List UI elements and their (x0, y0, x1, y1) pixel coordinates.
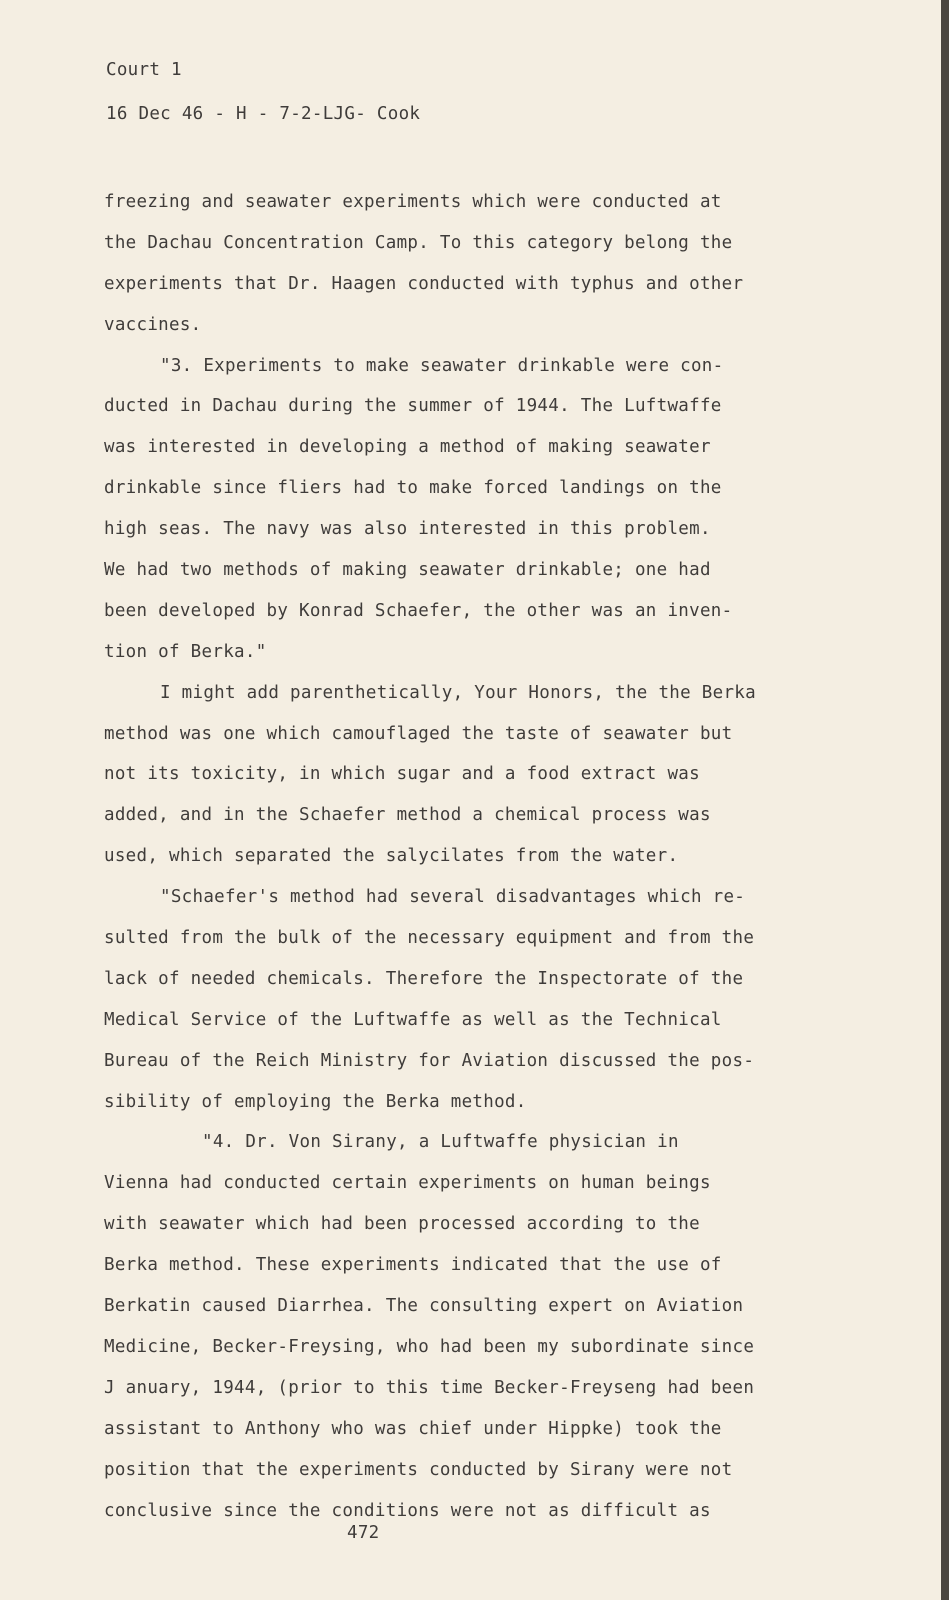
transcript-line: high seas. The navy was also interested in this problem. (104, 519, 711, 540)
transcript-line: conclusive since the conditions were not as difficult as (104, 1500, 711, 1521)
transcript-line: J anuary, 1944, (prior to this time Becker-Freyseng had been (104, 1377, 755, 1398)
transcript-line: ducted in Dachau during the summer of 1944. The Luftwaffe (104, 396, 722, 417)
transcript-line: lack of needed chemicals. Therefore the Inspectorate of the (104, 968, 744, 989)
transcript-line: Medicine, Becker-Freysing, who had been my subordinate since (104, 1336, 755, 1357)
transcript-body (104, 182, 834, 1531)
transcript-line: experiments that Dr. Haagen conducted with typhus and other (104, 273, 744, 294)
transcript-line: tion of Berka." (104, 641, 267, 662)
transcript-line: Bureau of the Reich Ministry for Aviation discussed the pos- (104, 1050, 755, 1071)
transcript-line: We had two methods of making seawater drinkable; one had (104, 560, 711, 581)
page-number: 472 (347, 1523, 380, 1543)
transcript-line: was interested in developing a method of making seawater (104, 437, 711, 458)
transcript-line: the Dachau Concentration Camp. To this category belong the (104, 232, 733, 253)
transcript-line: added, and in the Schaefer method a chemical process was (104, 805, 711, 826)
transcript-line: Medical Service of the Luftwaffe as well as the Technical (104, 1009, 722, 1030)
transcript-line: method was one which camouflaged the taste of seawater but (104, 723, 733, 744)
transcript-line: drinkable since fliers had to make forced landings on the (104, 478, 722, 499)
transcript-line: with seawater which had been processed according to the (104, 1214, 700, 1235)
transcript-line: "Schaefer's method had several disadvantages which re- (160, 887, 746, 908)
transcript-line: Berka method. These experiments indicated that the use of (104, 1255, 722, 1276)
transcript-line: sulted from the bulk of the necessary equipment and from the (104, 928, 755, 949)
transcript-line: assistant to Anthony who was chief under Hippke) took the (104, 1418, 722, 1439)
session-reference: 16 Dec 46 - H - 7-2-LJG- Cook (106, 104, 421, 124)
transcript-line: not its toxicity, in which sugar and a food extract was (104, 764, 700, 785)
transcript-line: "4. Dr. Von Sirany, a Luftwaffe physician in (202, 1132, 679, 1153)
transcript-line: position that the experiments conducted by Sirany were not (104, 1459, 733, 1480)
court-label: Court 1 (106, 60, 182, 80)
transcript-line: used, which separated the salycilates from the water. (104, 846, 679, 867)
transcript-line: Berkatin caused Diarrhea. The consulting expert on Aviation (104, 1296, 744, 1317)
transcript-line: vaccines. (104, 314, 202, 335)
transcript-line: "3. Experiments to make seawater drinkable were con- (160, 355, 724, 376)
transcript-line: sibility of employing the Berka method. (104, 1091, 527, 1112)
transcript-line: Vienna had conducted certain experiments on human beings (104, 1173, 711, 1194)
transcript-line: freezing and seawater experiments which were conducted at (104, 192, 722, 212)
transcript-line: been developed by Konrad Schaefer, the other was an inven- (104, 600, 733, 621)
transcript-line: I might add parenthetically, Your Honors, the the Berka (160, 682, 756, 703)
page-edge-shadow (941, 0, 949, 1600)
